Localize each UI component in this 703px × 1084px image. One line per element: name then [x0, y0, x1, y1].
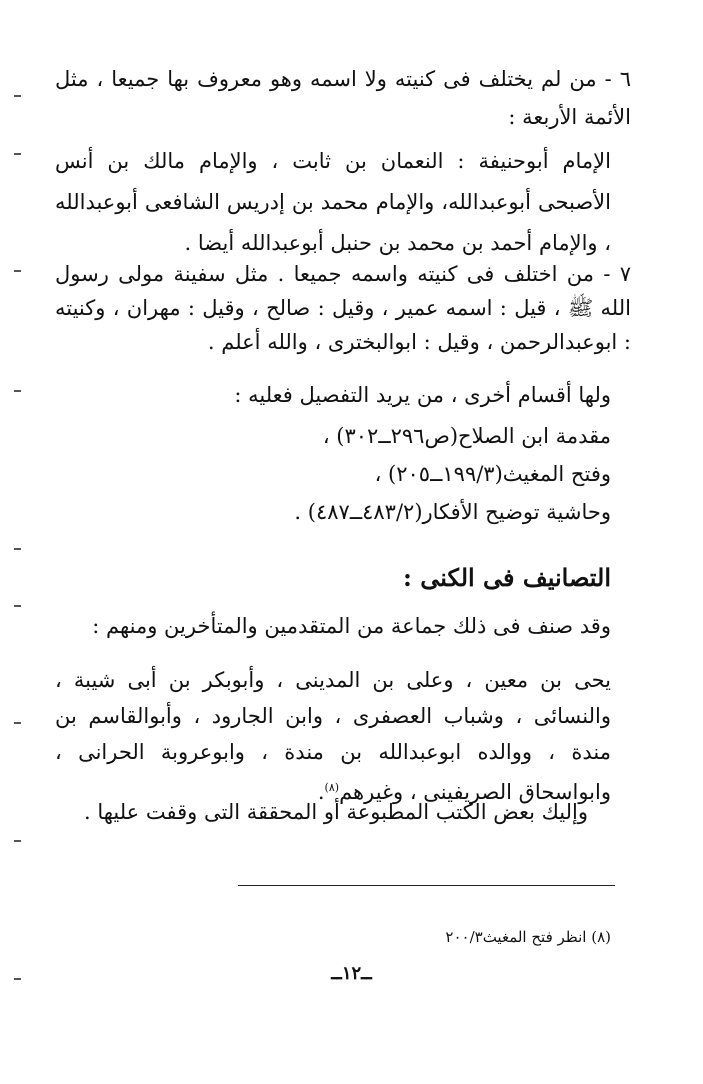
margin-mark: [14, 95, 21, 97]
item-6-number: ٦ -: [604, 67, 631, 91]
imams-paragraph: [55, 141, 611, 264]
closing-line: وإليك بعض الكتب المطبوعة أو المحققة التى وقفت عليها .: [83, 800, 588, 824]
footnote-rule: [238, 885, 615, 886]
margin-mark: [14, 605, 21, 607]
margin-mark: [14, 270, 21, 272]
footnote: (٨) انظر فتح المغيث٢٠٠/٣: [445, 928, 611, 946]
margin-mark: [14, 840, 21, 842]
authors-paragraph: يحى بن معين ، وعلى بن المدينى ، وأبوبكر بن أبى شيبة ، والنسائى ، وشباب العصفرى ، وابن الجارود ، وأبوالقاسم بن مندة ، ووالده ابوعبدالله بن مندة ، وابوعروبة الحرانى ، وابواسحاق الصريفينى ، وغيرهم$^{(٨)}$.: [55, 668, 611, 804]
reference-item: وفتح المغيث(١٩٩/٣ــ٢٠٥) ،: [374, 462, 611, 486]
margin-mark: [14, 390, 21, 392]
page-number: ــ١٢ــ: [331, 963, 372, 984]
item-6: [55, 60, 631, 136]
footnote-ref: (٨): [324, 781, 340, 794]
reference-item: مقدمة ابن الصلاح(ص٢٩٦ــ٣٠٢) ،: [322, 424, 611, 448]
imams-text: الإمام أبوحنيفة : النعمان بن ثابت ، والإمام مالك بن أنس الأصبحى أبوعبدالله، والإمام محمد بن إدريس الشافعى أبوعبدالله ، والإمام أحمد بن محمد بن حنبل أبوعبدالله أيضا .: [55, 149, 611, 255]
item-7: [55, 257, 631, 359]
margin-mark: [14, 548, 21, 550]
other-sections-line: ولها أقسام أخرى ، من يريد التفصيل فعليه :: [234, 383, 611, 407]
reference-item: وحاشية توضيح الأفكار(٤٨٣/٢ــ٤٨٧) .: [294, 500, 611, 524]
authors-text: يحى بن معين ، وعلى بن المدينى ، وأبوبكر بن أبى شيبة ، والنسائى ، وشباب العصفرى ، وابن الجارود ، وأبوالقاسم بن مندة ، ووالده ابوعبدالله بن مندة ، وابوعروبة الحرانى ، وابواسحاق الصريفينى ، وغيرهم: [55, 668, 611, 804]
margin-mark: [14, 153, 21, 155]
section-heading: التصانيف فى الكنى :: [403, 563, 611, 592]
item-7-number: ٧ -: [603, 262, 631, 286]
margin-mark: [14, 722, 21, 724]
item-7-text: من اختلف فى كنيته واسمه جميعا . مثل سفينة مولى رسول الله ﷺ ، قيل : اسمه عمير ، وقيل : صالح ، وقيل : مهران ، وكنيته : ابوعبدالرحمن ، وقيل : ابوالبخترى ، والله أعلم .: [55, 262, 631, 354]
intro-line: وقد صنف فى ذلك جماعة من المتقدمين والمتأخرين ومنهم :: [92, 614, 611, 638]
item-6-text: من لم يختلف فى كنيته ولا اسمه وهو معروف بها جميعا ، مثل الأئمة الأربعة :: [55, 67, 631, 129]
